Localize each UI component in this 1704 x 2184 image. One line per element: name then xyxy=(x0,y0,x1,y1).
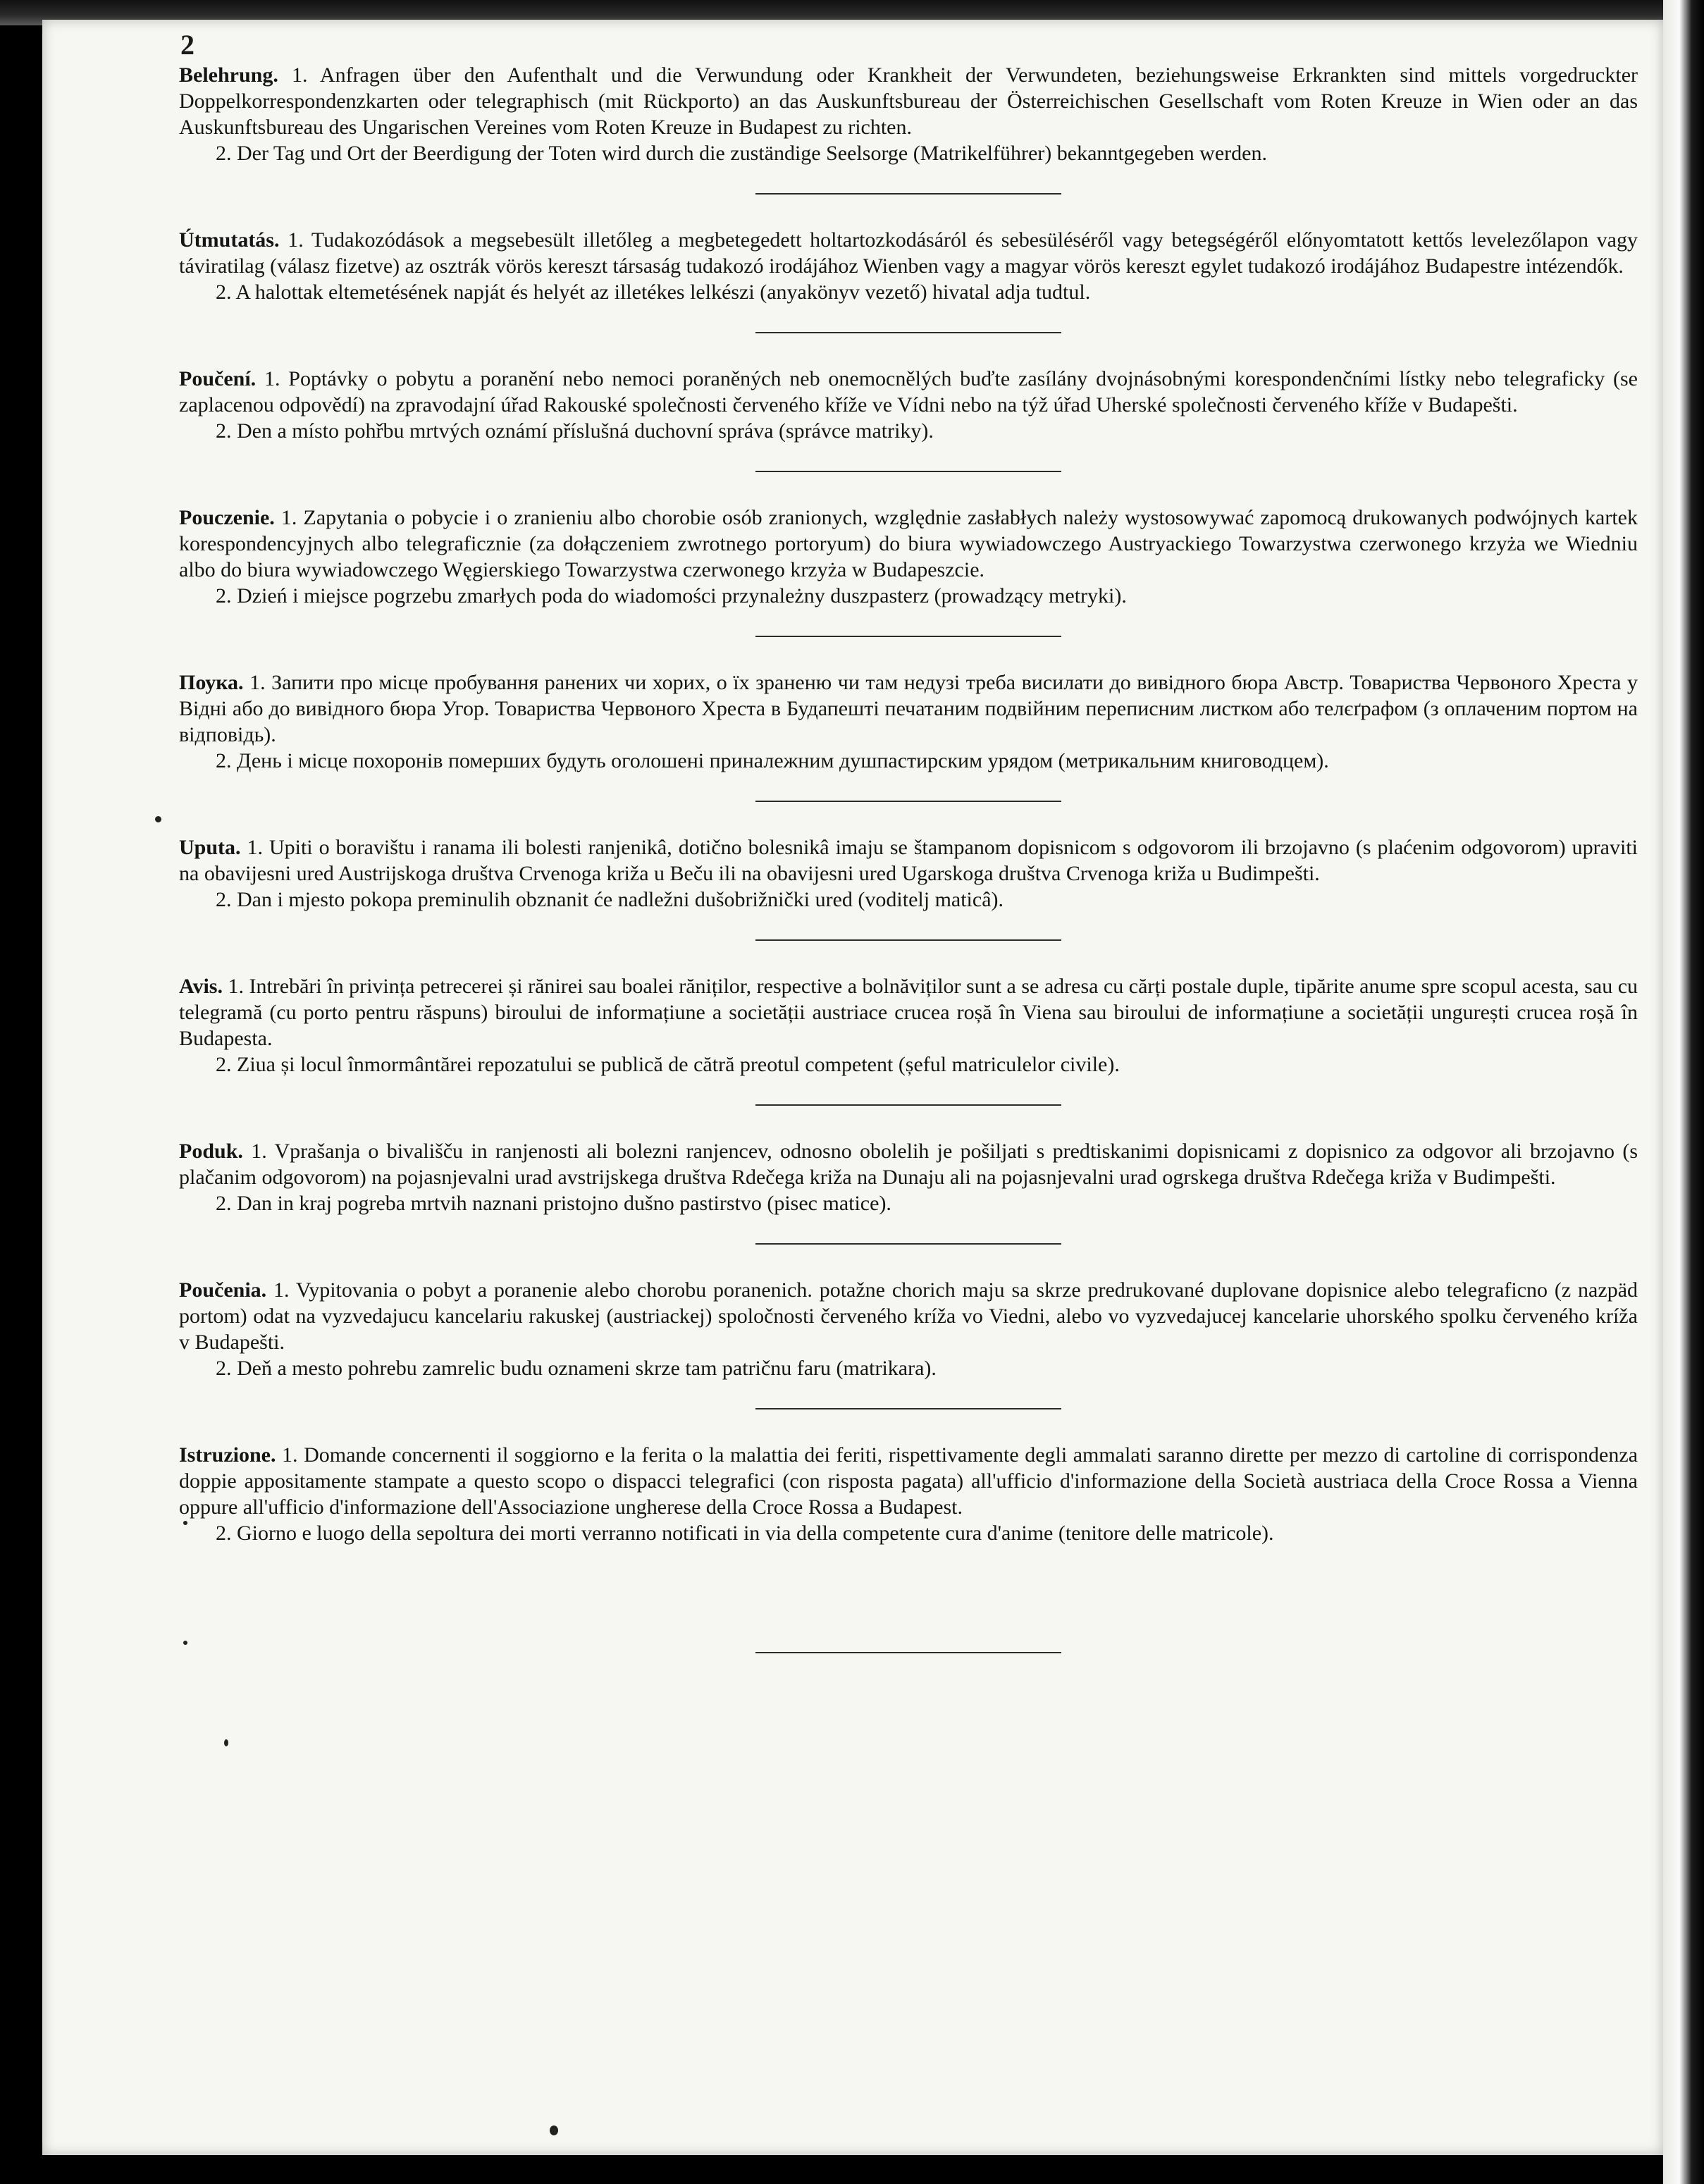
section-item-2: 2. Den a místo pohřbu mrtvých oznámí příslušná duchovní správa (správce matriky). xyxy=(216,419,934,443)
section-czech xyxy=(179,366,1638,444)
instructions-body xyxy=(179,62,1638,1686)
section-heading: Útmutatás. xyxy=(179,228,280,252)
section-hungarian xyxy=(179,227,1638,305)
section-divider xyxy=(755,636,1061,637)
section-heading: Avis. xyxy=(179,975,223,998)
section-item-2: 2. День і місце похоронів померших будуть оголошені приналежним душпастирским урядом (метрикальним книговодцем). xyxy=(216,749,1329,772)
section-item-1: 1. Poptávky o pobytu a poranění nebo nemoci poraněných neb onemocnělých buďte zasílány dvojnásobnými korespondenčními lístky nebo telegraficky (se zaplacenou odpovědí) na zpravodajní úřad Rakouské společnosti červeného kříže ve Vídni nebo na týž úřad Uherské společnosti červeného kříže v Budapešti. xyxy=(179,367,1638,417)
section-heading: Istruzione. xyxy=(179,1443,276,1467)
section-item-1: 1. Zapytania o pobycie i o zranieniu albo chorobie osób zranionych, względnie zasłabłych należy wystosowywać zapomocą drukowanych podwójnych kartek korespondencyjnych albo telegraficznie (za dołączeniem zwrotnego portoryum) do biura wywiadowczego Austryackiego Towarzystwa czerwonego krzyża we Wiedniu albo do biura wywiadowczego Węgierskiego Towarzystwa czerwonego krzyża w Budapeszcie. xyxy=(179,506,1638,581)
section-item-2: 2. A halottak eltemetésének napját és helyét az illetékes lelkészi (anyakönyv vezető) hivatal adja tudtul. xyxy=(216,280,1091,304)
section-romanian xyxy=(179,973,1638,1078)
section-divider xyxy=(755,801,1061,802)
section-divider xyxy=(755,939,1061,941)
section-item-2: 2. Dzień i miejsce pogrzebu zmarłych poda do wiadomości przynależny duszpasterz (prowadzący metryki). xyxy=(216,584,1127,607)
section-item-1: 1. Intrebări în privința petrecerei și rănirei sau boalei răniților, respective a bolnăviților sunt a se adresa cu cărți postale duple, tipărite anume spre scopul acesta, sau cu telegramă (cu porto pentru răspuns) biroului de informațiune a societății austriace crucea roșă în Viena sau biroului de informațiune a societății ungurești crucea roșă în Budapesta. xyxy=(179,975,1638,1050)
section-heading: Uputa. xyxy=(179,836,241,859)
section-item-2: 2. Dan i mjesto pokopa preminulih obznanit će nadležni dušobrižnički ured (voditelj maticâ). xyxy=(216,888,1004,911)
section-item-1: 1. Domande concernenti il soggiorno e la ferita o la malattia dei feriti, rispettivamente degli ammalati saranno dirette per mezzo di cartoline di corrispondenza doppie appositamente stampate a questo scopo o dispacci telegrafici (con risposta pagata) all'ufficio d'informazione della Società austriaca della Croce Rossa a Vienna oppure all'ufficio d'informazione dell'Associazione ungherese della Croce Rossa a Budapest. xyxy=(179,1443,1638,1519)
section-italian xyxy=(179,1442,1638,1546)
ink-speck xyxy=(550,2126,558,2135)
section-heading: Belehrung. xyxy=(179,63,278,87)
section-divider xyxy=(755,1408,1061,1409)
section-heading: Poučenia. xyxy=(179,1278,267,1302)
section-item-2: 2. Deň a mesto pohrebu zamrelic budu oznameni skrze tam patričnu faru (matrikara). xyxy=(216,1357,937,1380)
section-ukrainian xyxy=(179,670,1638,774)
section-item-2: 2. Der Tag und Ort der Beerdigung der Toten wird durch die zuständige Seelsorge (Matrikelführer) bekanntgegeben werden. xyxy=(216,142,1267,165)
section-heading: Poduk. xyxy=(179,1140,243,1163)
ink-speck xyxy=(224,1739,228,1746)
section-heading: Pouczenie. xyxy=(179,506,275,529)
section-heading: Poučení. xyxy=(179,367,257,390)
section-slovene xyxy=(179,1138,1638,1216)
section-item-1: 1. Tudakozódások a megsebesült illetőleg a megbetegedett holtartozkodásáról és sebesüléséről vagy betegségéről előnyomtatott kettős levelezőlapon vagy táviratilag (válasz fizetve) az osztrák vörös kereszt társaság tudakozó irodájához Wienben vagy a magyar vörös kereszt egylet tudakozó irodájához Budapestre intézendők. xyxy=(179,228,1638,278)
section-divider xyxy=(755,1652,1061,1653)
section-heading: Поука. xyxy=(179,671,244,694)
section-item-2: 2. Dan in kraj pogreba mrtvih naznani pristojno dušno pastirstvo (pisec matice). xyxy=(216,1192,891,1215)
page-number: 2 xyxy=(180,29,195,61)
ink-speck xyxy=(155,816,161,822)
section-divider xyxy=(755,193,1061,195)
section-croatian xyxy=(179,834,1638,913)
section-item-2: 2. Ziua și locul înmormântărei repozatului se publică de cătră preotul competent (șeful matriculelor civile). xyxy=(216,1053,1120,1076)
section-divider xyxy=(755,1104,1061,1106)
section-item-1: 1. Vypitovania o pobyt a poranenie alebo chorobu poranenich. potažne chorich maju sa skrze predrukované duplovane dopisnice alebo telegraficno (z nazpäd portom) odat na vyzvedajucu kancelariu rakuskej (austriackej) spoločnosti červeného kríža vo Viedni, alebo vo vyzvedajucej kancelarie uhorského spolku červeného kríža v Budapešti. xyxy=(179,1278,1638,1354)
section-item-1: 1. Vprašanja o bivališču in ranjenosti ali bolezni ranjencev, odnosno obolelih je pošiljati s predtiskanimi dopisnicami z dopisnico za odgovor ali brzojavno (s plačanim odgovorom) na pojasnjevalni urad avstrijskega društva Rdečega križa na Dunaju ali na pojasnjevalni urad ogrskega društva Rdečega križa v Budimpešti. xyxy=(179,1140,1638,1189)
section-item-2: 2. Giorno e luogo della sepoltura dei morti verranno notificati in via della competente cura d'anime (tenitore delle matricole). xyxy=(216,1522,1274,1545)
section-german xyxy=(179,62,1638,166)
section-divider xyxy=(755,471,1061,472)
section-item-1: 1. Anfragen über den Aufenthalt und die Verwundung oder Krankheit der Verwundeten, beziehungsweise Erkrankten sind mittels vorgedruckter Doppelkorrespondenzkarten oder telegraphisch (mit Rückporto) an das Auskunftsbureau der Österreichischen Gesellschaft vom Roten Kreuze in Wien oder an das Auskunftsbureau des Ungarischen Vereines vom Roten Kreuze in Budapest zu richten. xyxy=(179,63,1638,139)
section-divider xyxy=(755,332,1061,333)
section-divider xyxy=(755,1243,1061,1245)
scan-right-edge xyxy=(1663,0,1704,2184)
section-item-1: 1. Upiti o boravištu i ranama ili bolesti ranjenikâ, dotično bolesnikâ imaju se štampanom dopisnicom s odgovorom ili brzojavno (s plaćenim odgovorom) upraviti na obavijesni ured Austrijskoga društva Crvenoga križa u Beču ili na obavijesni ured Ugarskoga društva Crvenoga križa u Budimpešti. xyxy=(179,836,1638,885)
section-item-1: 1. Запити про місце пробування ранених чи хорих, о їх зраненю чи там недузі треба висилати до вивідного бюра Австр. Товариства Червоного Хреста у Відні або до вивідного бюра Угор. Товариства Червоного Хреста в Будапешті печатаним подвійним переписним листком або телєґрафом (з оплаченим портом на відповідь). xyxy=(179,671,1638,746)
section-polish xyxy=(179,505,1638,609)
section-slovak xyxy=(179,1277,1638,1381)
